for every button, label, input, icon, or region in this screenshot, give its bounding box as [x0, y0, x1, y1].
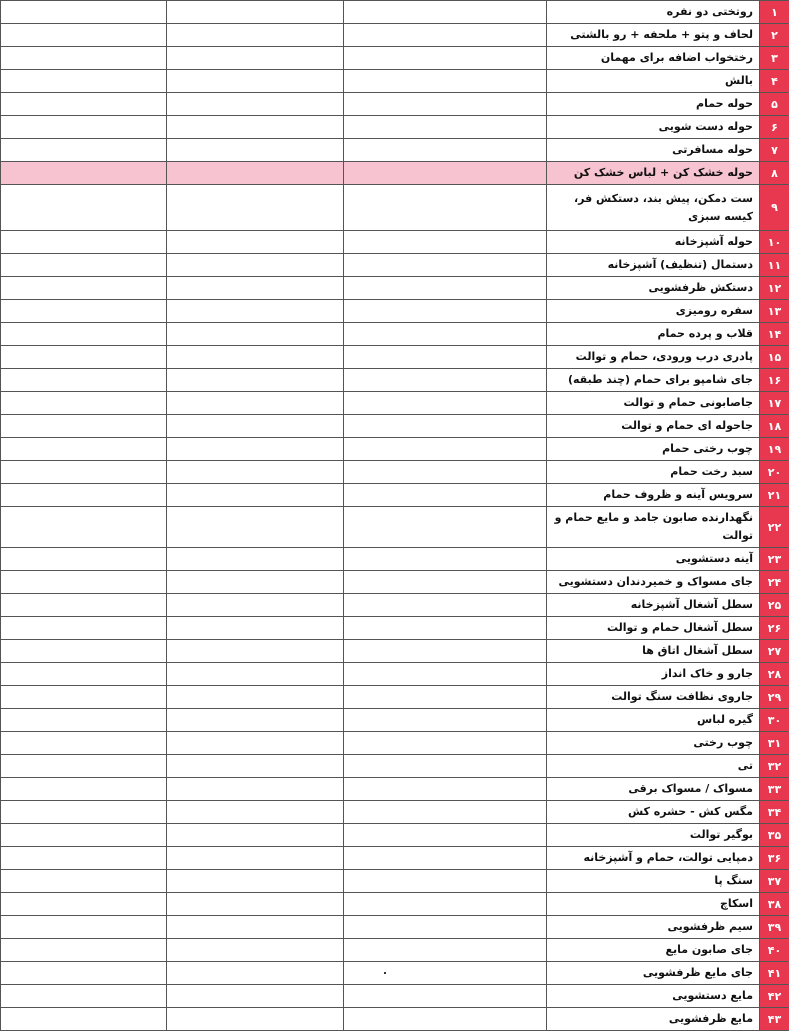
- table-row: [1, 755, 789, 778]
- item-name: اسکاچ: [547, 893, 760, 916]
- empty-cell: [1, 663, 167, 686]
- table-row: [1, 916, 789, 939]
- row-number: ۴: [760, 70, 789, 93]
- item-name: گیره لباس: [547, 709, 760, 732]
- table-row: [1, 594, 789, 617]
- empty-cell: [167, 70, 344, 93]
- empty-cell: [1, 801, 167, 824]
- empty-cell: [1, 116, 167, 139]
- table-row: [1, 709, 789, 732]
- table-row: [1, 571, 789, 594]
- empty-cell: [167, 484, 344, 507]
- empty-cell: [344, 70, 547, 93]
- table-row: [1, 323, 789, 346]
- table-row: [1, 893, 789, 916]
- row-number: ٣٠: [760, 709, 789, 732]
- empty-cell: [167, 369, 344, 392]
- table-row: [1, 254, 789, 277]
- item-name: سبد رخت حمام: [547, 461, 760, 484]
- empty-cell: [1, 461, 167, 484]
- row-number: ٧: [760, 139, 789, 162]
- item-name: حوله مسافرتی: [547, 139, 760, 162]
- item-name: سطل آشغال حمام و توالت: [547, 617, 760, 640]
- empty-cell: [167, 116, 344, 139]
- empty-cell: [167, 277, 344, 300]
- empty-cell: [1, 548, 167, 571]
- empty-cell: [344, 116, 547, 139]
- row-number: ٢٢: [760, 507, 789, 548]
- empty-cell: [167, 571, 344, 594]
- empty-cell: [344, 254, 547, 277]
- item-name: سطل آشغال آشپزخانه: [547, 594, 760, 617]
- empty-cell: [1, 162, 167, 185]
- empty-cell: [344, 916, 547, 939]
- empty-cell: [344, 870, 547, 893]
- empty-cell: [1, 847, 167, 870]
- empty-cell: [344, 686, 547, 709]
- empty-cell: [344, 893, 547, 916]
- empty-cell: [1, 415, 167, 438]
- empty-cell: [1, 24, 167, 47]
- row-number: ٢٠: [760, 461, 789, 484]
- empty-cell: [344, 231, 547, 254]
- table-row: [1, 300, 789, 323]
- empty-cell: [344, 801, 547, 824]
- empty-cell: [1, 346, 167, 369]
- item-name: لحاف و پتو + ملحفه + رو بالشتی: [547, 24, 760, 47]
- empty-cell: [1, 686, 167, 709]
- empty-cell: [167, 24, 344, 47]
- item-name: پادری درب ورودی، حمام و توالت: [547, 346, 760, 369]
- row-number: ۴٢: [760, 985, 789, 1008]
- empty-cell: [344, 1, 547, 24]
- empty-cell: [344, 847, 547, 870]
- empty-cell: [1, 507, 167, 548]
- table-row: [1, 617, 789, 640]
- empty-cell: [1, 438, 167, 461]
- empty-cell: [344, 300, 547, 323]
- empty-cell: [167, 323, 344, 346]
- empty-cell: [167, 461, 344, 484]
- item-name: سفره رومیزی: [547, 300, 760, 323]
- table-row: [1, 162, 789, 185]
- empty-cell: [167, 1, 344, 24]
- row-number: ١٨: [760, 415, 789, 438]
- row-number: ٣٩: [760, 916, 789, 939]
- item-name: حوله آشپزخانه: [547, 231, 760, 254]
- table-row: [1, 663, 789, 686]
- empty-cell: [344, 755, 547, 778]
- row-number: ٢۵: [760, 594, 789, 617]
- empty-cell: [344, 323, 547, 346]
- row-number: ١۶: [760, 369, 789, 392]
- table-row: [1, 870, 789, 893]
- empty-cell: [344, 617, 547, 640]
- row-number: ٢٣: [760, 548, 789, 571]
- empty-cell: [1, 254, 167, 277]
- empty-cell: [167, 824, 344, 847]
- row-number: ٣: [760, 47, 789, 70]
- table-row: [1, 185, 789, 231]
- item-name: سطل آشغال اتاق ها: [547, 640, 760, 663]
- empty-cell: [1, 594, 167, 617]
- empty-cell: [1, 916, 167, 939]
- empty-cell: [1, 139, 167, 162]
- empty-cell: [167, 47, 344, 70]
- item-name: نگهدارنده صابون جامد و مایع حمام و توالت: [547, 507, 760, 548]
- item-name: جاحوله ای حمام و توالت: [547, 415, 760, 438]
- empty-cell: [167, 1008, 344, 1031]
- empty-cell: [344, 162, 547, 185]
- item-name: جاصابونی حمام و توالت: [547, 392, 760, 415]
- row-number: ٣٧: [760, 870, 789, 893]
- row-number: ٣٣: [760, 778, 789, 801]
- row-number: ١: [760, 1, 789, 24]
- empty-cell: [344, 277, 547, 300]
- item-name: چوب رختی حمام: [547, 438, 760, 461]
- table-row: [1, 824, 789, 847]
- row-number: ٣٢: [760, 755, 789, 778]
- item-name: آینه دستشویی: [547, 548, 760, 571]
- empty-cell: [344, 461, 547, 484]
- item-name: سنگ پا: [547, 870, 760, 893]
- table-row: [1, 438, 789, 461]
- table-row: [1, 461, 789, 484]
- empty-cell: [1, 893, 167, 916]
- row-number: ٨: [760, 162, 789, 185]
- row-number: ١٩: [760, 438, 789, 461]
- empty-cell: [1, 985, 167, 1008]
- row-number: ٣۴: [760, 801, 789, 824]
- empty-cell: [344, 1008, 547, 1031]
- item-name: مایع ظرفشویی: [547, 1008, 760, 1031]
- empty-cell: [1, 369, 167, 392]
- table-row: [1, 415, 789, 438]
- table-row: [1, 640, 789, 663]
- empty-cell: [344, 962, 547, 985]
- empty-cell: [1, 392, 167, 415]
- empty-cell: [344, 939, 547, 962]
- table-row: [1, 1008, 789, 1031]
- empty-cell: [1, 93, 167, 116]
- empty-cell: [167, 939, 344, 962]
- empty-cell: [1, 778, 167, 801]
- empty-cell: [1, 300, 167, 323]
- item-name: حوله دست شویی: [547, 116, 760, 139]
- empty-cell: [344, 47, 547, 70]
- empty-cell: [1, 571, 167, 594]
- row-number: ٣۶: [760, 847, 789, 870]
- table-row: [1, 139, 789, 162]
- item-name: تی: [547, 755, 760, 778]
- empty-cell: [344, 415, 547, 438]
- empty-cell: [344, 548, 547, 571]
- empty-cell: [344, 709, 547, 732]
- empty-cell: [167, 709, 344, 732]
- empty-cell: [167, 185, 344, 231]
- empty-cell: [344, 640, 547, 663]
- empty-cell: [344, 438, 547, 461]
- table-row: [1, 47, 789, 70]
- empty-cell: [1, 47, 167, 70]
- empty-cell: [167, 507, 344, 548]
- empty-cell: [167, 916, 344, 939]
- empty-cell: [344, 571, 547, 594]
- empty-cell: [167, 594, 344, 617]
- empty-cell: [1, 277, 167, 300]
- checklist-body: [1, 1, 789, 1031]
- table-row: [1, 93, 789, 116]
- empty-cell: [167, 962, 344, 985]
- empty-cell: [167, 438, 344, 461]
- table-row: [1, 1, 789, 24]
- row-number: ۴٠: [760, 939, 789, 962]
- row-number: ٣۵: [760, 824, 789, 847]
- empty-cell: [167, 870, 344, 893]
- row-number: ٩: [760, 185, 789, 231]
- empty-cell: [1, 732, 167, 755]
- table-row: [1, 962, 789, 985]
- item-name: جای صابون مایع: [547, 939, 760, 962]
- empty-cell: [167, 392, 344, 415]
- row-number: ۵: [760, 93, 789, 116]
- table-row: [1, 346, 789, 369]
- empty-cell: [344, 185, 547, 231]
- empty-cell: [167, 640, 344, 663]
- item-name: ست دمکن، پیش بند، دستکش فر، کیسه سبزی: [547, 185, 760, 231]
- row-number: ٢۴: [760, 571, 789, 594]
- empty-cell: [344, 663, 547, 686]
- row-number: ۶: [760, 116, 789, 139]
- row-number: ٢: [760, 24, 789, 47]
- empty-cell: [167, 778, 344, 801]
- item-name: رختخواب اضافه برای مهمان: [547, 47, 760, 70]
- empty-cell: [1, 617, 167, 640]
- table-row: [1, 70, 789, 93]
- row-number: ٢٧: [760, 640, 789, 663]
- empty-cell: [344, 824, 547, 847]
- empty-cell: [167, 254, 344, 277]
- item-name: بالش: [547, 70, 760, 93]
- empty-cell: [1, 870, 167, 893]
- table-row: [1, 778, 789, 801]
- table-row: [1, 847, 789, 870]
- table-row: [1, 392, 789, 415]
- row-number: ١۵: [760, 346, 789, 369]
- row-number: ۴٣: [760, 1008, 789, 1031]
- empty-cell: [344, 985, 547, 1008]
- row-number: ٣٨: [760, 893, 789, 916]
- item-name: سیم ظرفشویی: [547, 916, 760, 939]
- item-name: چوب رختی: [547, 732, 760, 755]
- row-number: ٢۶: [760, 617, 789, 640]
- empty-cell: [1, 755, 167, 778]
- item-name: جای مسواک و خمیردندان دستشویی: [547, 571, 760, 594]
- table-row: [1, 801, 789, 824]
- empty-cell: [1, 824, 167, 847]
- item-name: حوله خشک کن + لباس خشک کن: [547, 162, 760, 185]
- empty-cell: [167, 346, 344, 369]
- empty-cell: [1, 484, 167, 507]
- empty-cell: [1, 640, 167, 663]
- empty-cell: [167, 162, 344, 185]
- empty-cell: [167, 617, 344, 640]
- empty-cell: [167, 686, 344, 709]
- item-name: دستمال (تنظیف) آشپزخانه: [547, 254, 760, 277]
- item-name: سرویس آینه و ظروف حمام: [547, 484, 760, 507]
- empty-cell: [344, 778, 547, 801]
- table-row: [1, 548, 789, 571]
- item-name: جارو و خاک انداز: [547, 663, 760, 686]
- row-number: ٢٩: [760, 686, 789, 709]
- empty-cell: [344, 139, 547, 162]
- item-name: دمپایی توالت، حمام و آشپزخانه: [547, 847, 760, 870]
- empty-cell: [1, 70, 167, 93]
- table-row: [1, 231, 789, 254]
- empty-cell: [1, 1008, 167, 1031]
- empty-cell: [167, 801, 344, 824]
- item-name: بوگیر توالت: [547, 824, 760, 847]
- empty-cell: [344, 346, 547, 369]
- empty-cell: [167, 985, 344, 1008]
- table-row: [1, 116, 789, 139]
- table-row: [1, 369, 789, 392]
- empty-cell: [1, 962, 167, 985]
- empty-cell: [344, 507, 547, 548]
- empty-cell: [1, 185, 167, 231]
- empty-cell: [167, 663, 344, 686]
- empty-cell: [167, 300, 344, 323]
- empty-cell: [344, 93, 547, 116]
- item-name: حوله حمام: [547, 93, 760, 116]
- empty-cell: [167, 893, 344, 916]
- row-number: ١٧: [760, 392, 789, 415]
- item-name: دستکش ظرفشویی: [547, 277, 760, 300]
- row-number: ۴١: [760, 962, 789, 985]
- empty-cell: [167, 139, 344, 162]
- table-row: [1, 484, 789, 507]
- row-number: ١٣: [760, 300, 789, 323]
- table-row: [1, 985, 789, 1008]
- row-number: ١۴: [760, 323, 789, 346]
- empty-cell: [344, 594, 547, 617]
- table-row: [1, 686, 789, 709]
- item-name: مگس کش - حشره کش: [547, 801, 760, 824]
- stray-dot: [384, 972, 386, 974]
- item-name: مسواک / مسواک برقی: [547, 778, 760, 801]
- row-number: ٢١: [760, 484, 789, 507]
- row-number: ٢٨: [760, 663, 789, 686]
- empty-cell: [1, 323, 167, 346]
- row-number: ١١: [760, 254, 789, 277]
- empty-cell: [167, 755, 344, 778]
- empty-cell: [167, 231, 344, 254]
- empty-cell: [167, 415, 344, 438]
- empty-cell: [1, 709, 167, 732]
- empty-cell: [1, 231, 167, 254]
- item-name: جاروی نظافت سنگ توالت: [547, 686, 760, 709]
- table-row: [1, 24, 789, 47]
- empty-cell: [344, 369, 547, 392]
- empty-cell: [344, 24, 547, 47]
- empty-cell: [167, 732, 344, 755]
- table-row: [1, 277, 789, 300]
- item-name: روتختی دو نفره: [547, 1, 760, 24]
- table-row: [1, 939, 789, 962]
- item-name: مایع دستشویی: [547, 985, 760, 1008]
- table-row: [1, 732, 789, 755]
- empty-cell: [167, 847, 344, 870]
- item-name: جای مایع ظرفشویی: [547, 962, 760, 985]
- empty-cell: [1, 939, 167, 962]
- empty-cell: [1, 1, 167, 24]
- table-row: [1, 507, 789, 548]
- row-number: ١٢: [760, 277, 789, 300]
- empty-cell: [344, 392, 547, 415]
- empty-cell: [344, 484, 547, 507]
- item-name: جای شامپو برای حمام (چند طبقه): [547, 369, 760, 392]
- empty-cell: [344, 732, 547, 755]
- empty-cell: [167, 548, 344, 571]
- row-number: ٣١: [760, 732, 789, 755]
- item-name: قلاب و پرده حمام: [547, 323, 760, 346]
- row-number: ١٠: [760, 231, 789, 254]
- empty-cell: [167, 93, 344, 116]
